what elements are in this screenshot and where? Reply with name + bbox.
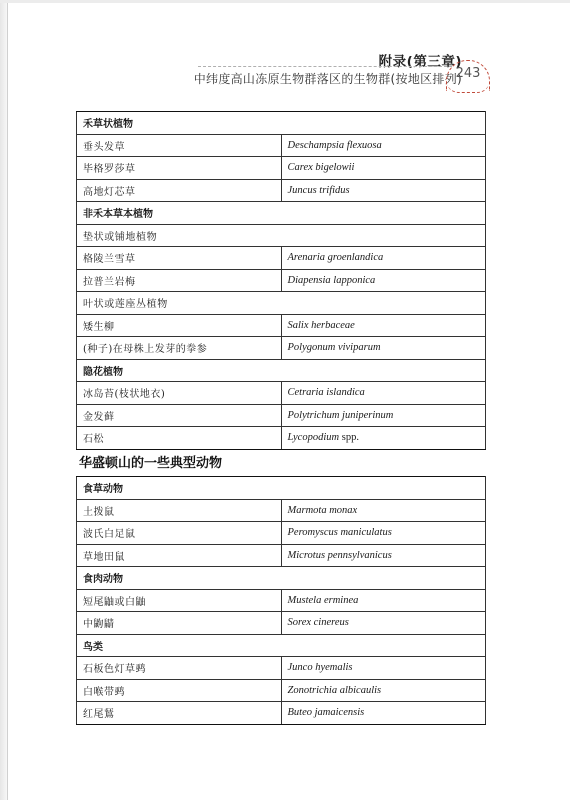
scientific-name-text: Lycopodium xyxy=(287,432,340,444)
table-row xyxy=(77,427,486,450)
table-row xyxy=(77,589,486,612)
table-row xyxy=(77,179,486,202)
table-row xyxy=(77,679,486,702)
scientific-name-cell xyxy=(281,382,486,405)
category-row xyxy=(77,359,486,382)
category-row xyxy=(77,112,486,135)
common-name-cell: 格陵兰雪草 xyxy=(77,247,282,270)
scientific-name-text: Mustela erminea xyxy=(287,594,359,606)
scientific-name-text: Polytrichum juniperinum xyxy=(287,409,394,421)
scientific-name-cell xyxy=(281,247,486,270)
scientific-name-text: Salix herbaceae xyxy=(287,319,355,331)
scientific-name-cell xyxy=(281,269,486,292)
scientific-name-cell xyxy=(281,589,486,612)
common-name-cell: 冰岛苔(枝状地衣) xyxy=(77,382,282,405)
common-name-cell: 中鼩鼱 xyxy=(77,612,282,635)
scientific-name-text: Peromyscus maniculatus xyxy=(287,527,392,539)
common-name-cell: 高地灯芯草 xyxy=(77,179,282,202)
table-row xyxy=(77,544,486,567)
category-label: 隐花植物 xyxy=(77,359,486,382)
category-row xyxy=(77,634,486,657)
category-row xyxy=(77,202,486,225)
category-label: 非禾本草本植物 xyxy=(77,202,486,225)
running-header-chapter: 附录(第三章) xyxy=(378,54,462,70)
page-number-ornament xyxy=(446,80,490,93)
scientific-name-text: Junco hyemalis xyxy=(287,662,353,674)
category-label: 禾草状植物 xyxy=(77,112,486,135)
common-name-cell: 金发藓 xyxy=(77,404,282,427)
common-name-cell: 毕格罗莎草 xyxy=(77,157,282,180)
animals-section-heading: 华盛顿山的一些典型动物 xyxy=(79,456,223,471)
table-row xyxy=(77,247,486,270)
scientific-name-cell xyxy=(281,179,486,202)
scientific-name-text: Juncus trifidus xyxy=(287,184,350,196)
scientific-name-cell xyxy=(281,544,486,567)
scientific-name-cell xyxy=(281,314,486,337)
common-name-cell: 白喉带鹀 xyxy=(77,679,282,702)
scientific-name-cell xyxy=(281,612,486,635)
table-row xyxy=(77,337,486,360)
scientific-name-cell xyxy=(281,499,486,522)
scientific-name-text: Diapensia lapponica xyxy=(287,274,376,286)
scientific-name-text: Deschampsia flexuosa xyxy=(287,139,382,151)
scientific-name-text: Buteo jamaicensis xyxy=(287,707,365,719)
scientific-name-text: Microtus pennsylvanicus xyxy=(287,549,392,561)
plants-table-body xyxy=(77,112,486,450)
table-row xyxy=(77,382,486,405)
category-label: 食草动物 xyxy=(77,477,486,500)
scientific-name-cell xyxy=(281,679,486,702)
scientific-name-cell xyxy=(281,337,486,360)
common-name-cell: 石松 xyxy=(77,427,282,450)
common-name-cell: 红尾鵟 xyxy=(77,702,282,725)
subcategory-label: 叶状或莲座丛植物 xyxy=(77,292,486,315)
page-number: 243 xyxy=(446,60,490,91)
subcategory-label: 垫状或铺地植物 xyxy=(77,224,486,247)
scientific-name-cell xyxy=(281,427,486,450)
header-dashed-rule xyxy=(198,66,452,67)
common-name-cell: 矮生柳 xyxy=(77,314,282,337)
page-edge-shadow xyxy=(0,0,8,800)
table-row xyxy=(77,499,486,522)
category-row xyxy=(77,567,486,590)
subcategory-row xyxy=(77,224,486,247)
table-row xyxy=(77,157,486,180)
common-name-cell: 拉普兰岩梅 xyxy=(77,269,282,292)
scientific-name-cell xyxy=(281,657,486,680)
table-row xyxy=(77,612,486,635)
common-name-cell: 垂头发草 xyxy=(77,134,282,157)
table-row xyxy=(77,269,486,292)
table-row xyxy=(77,522,486,545)
scientific-name-cell xyxy=(281,404,486,427)
scientific-name-cell xyxy=(281,522,486,545)
category-row xyxy=(77,477,486,500)
table-row xyxy=(77,404,486,427)
scientific-name-text: Arenaria groenlandica xyxy=(287,252,384,264)
subcategory-row xyxy=(77,292,486,315)
scientific-name-suffix: spp. xyxy=(339,432,359,444)
scientific-name-text: Cetraria islandica xyxy=(287,387,365,399)
scientific-name-cell xyxy=(281,702,486,725)
page-top-edge xyxy=(0,0,570,3)
table-row xyxy=(77,657,486,680)
common-name-cell: 土拨鼠 xyxy=(77,499,282,522)
category-label: 食肉动物 xyxy=(77,567,486,590)
scientific-name-cell xyxy=(281,157,486,180)
common-name-cell: 短尾鼬或白鼬 xyxy=(77,589,282,612)
running-header-subtitle: 中纬度高山冻原生物群落区的生物群(按地区排列) xyxy=(193,72,462,86)
table-row xyxy=(77,702,486,725)
animals-table-body xyxy=(77,477,486,725)
scientific-name-text: Marmota monax xyxy=(287,504,358,516)
scientific-name-text: Carex bigelowii xyxy=(287,162,355,174)
common-name-cell: 波氏白足鼠 xyxy=(77,522,282,545)
table-row xyxy=(77,314,486,337)
animals-table xyxy=(76,476,486,725)
common-name-cell: 石板色灯草鹀 xyxy=(77,657,282,680)
scientific-name-cell xyxy=(281,134,486,157)
scientific-name-text: Sorex cinereus xyxy=(287,617,349,629)
scientific-name-text: Polygonum viviparum xyxy=(287,342,381,354)
scientific-name-text: Zonotrichia albicaulis xyxy=(287,684,382,696)
plants-table xyxy=(76,111,486,450)
table-row xyxy=(77,134,486,157)
common-name-cell: (种子)在母株上发芽的拳参 xyxy=(77,337,282,360)
category-label: 鸟类 xyxy=(77,634,486,657)
common-name-cell: 草地田鼠 xyxy=(77,544,282,567)
